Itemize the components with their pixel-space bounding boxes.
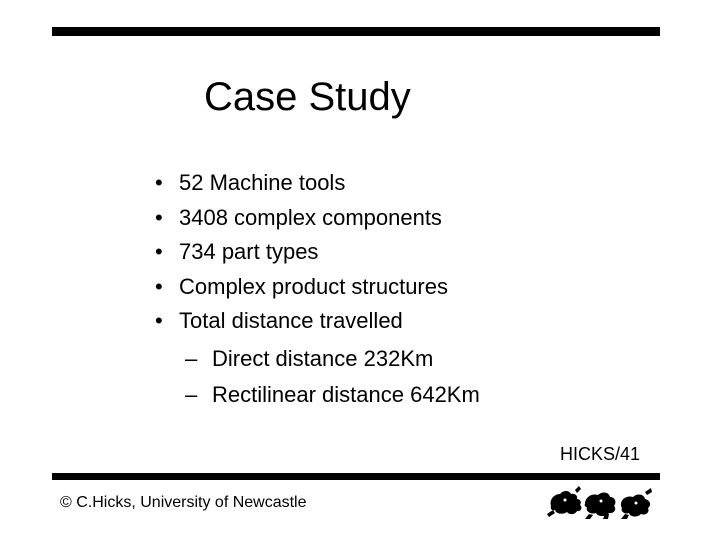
bullet-marker: • [155,273,163,299]
footer-copyright: © C.Hicks, University of Newcastle [60,494,307,511]
bullet-marker: • [155,308,163,333]
bullet-item [155,166,448,201]
bullet-marker: • [155,204,163,230]
bullet-text: Complex product structures [179,273,448,299]
sub-bullet-list [185,341,480,413]
bullet-text: 3408 complex components [179,204,442,230]
sub-bullet-text: Direct distance 232Km [212,346,434,371]
heraldic-lions-icon [545,484,655,520]
slide-code: HICKS/41 [559,444,640,464]
bullet-marker: • [155,239,163,264]
bullet-text: 734 part types [179,239,319,264]
bullet-item [155,201,448,236]
bullet-item [155,235,448,270]
sub-bullet-item [185,341,480,377]
bullet-item [155,270,448,305]
sub-bullet-marker: – [185,346,198,371]
slide-title: Case Study [204,75,411,119]
top-rule [52,27,660,36]
bullet-list [155,166,448,339]
bullet-item [155,304,448,339]
sub-bullet-marker: – [185,382,198,407]
bullet-marker: • [155,170,163,195]
bottom-rule [52,473,660,480]
sub-bullet-item [185,377,480,413]
bullet-text: 52 Machine tools [179,170,346,195]
sub-bullet-text: Rectilinear distance 642Km [212,382,480,407]
bullet-text: Total distance travelled [179,308,403,333]
